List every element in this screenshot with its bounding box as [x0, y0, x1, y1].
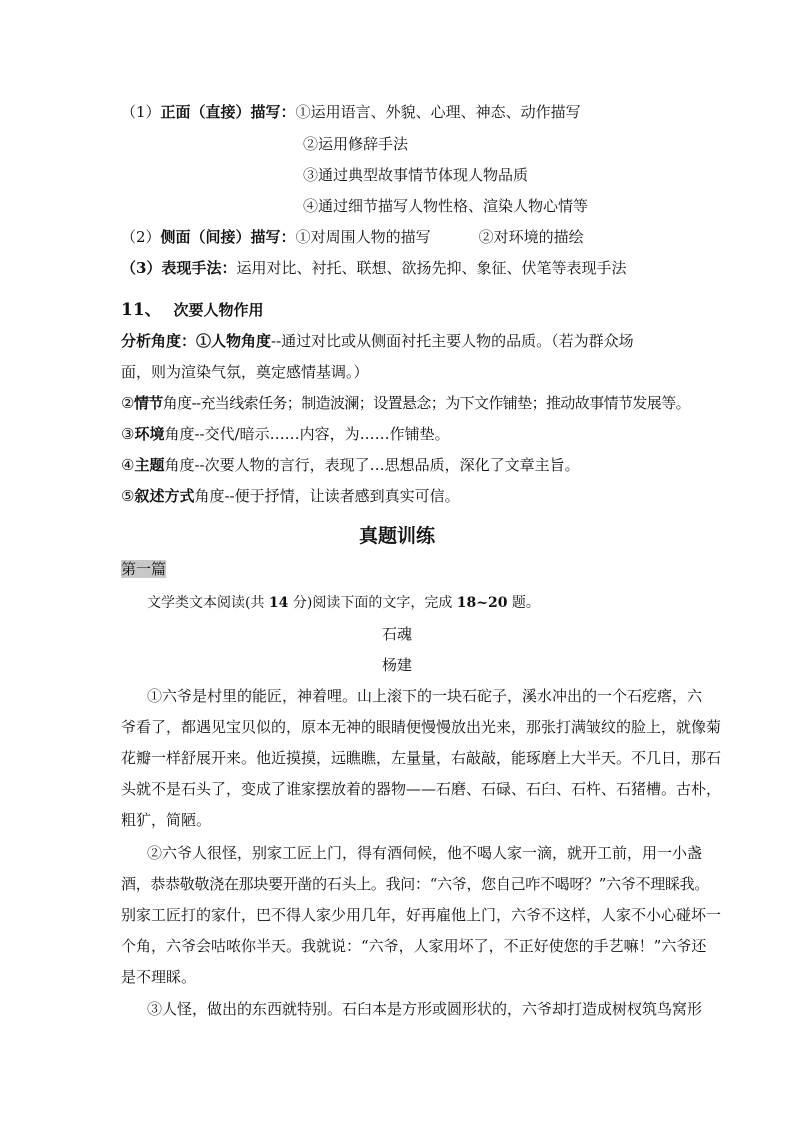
- angle-c-num: ③: [121, 425, 135, 443]
- passage-tag-label: 第一篇: [121, 560, 167, 578]
- section-11-heading: [121, 295, 264, 320]
- desc-line-4: ④通过细节描写人物性格、渲染人物心情等: [303, 197, 589, 215]
- passage-tag: [121, 559, 166, 579]
- angle-e-text: 角度--便于抒情，让读者感到真实可信。: [194, 487, 460, 505]
- p2-line-1: ②六爷人很怪，别家工匠上门，得有酒伺候，他不喝人家一滴，就开工前，用一小盏: [147, 844, 703, 862]
- angle-b-bold: 情节: [133, 394, 163, 412]
- angle-e-num: ⑤: [121, 487, 135, 505]
- p2-line-4: 个角，六爷会咕哝你半天。我就说：“六爷，人家用坏了，不正好使您的手艺嘛！”六爷还: [121, 937, 707, 955]
- angle-c-text: 角度--交代/暗示……内容，为……作铺垫。: [164, 425, 450, 443]
- angle-b-num: ②: [121, 394, 134, 412]
- angle-d-text: 角度--次要人物的言行，表现了…思想品质，深化了文章主旨。: [164, 456, 580, 474]
- intro-part-e: 题。: [507, 595, 540, 611]
- p1-line-4: 头就不是石头了，变成了谁家摆放着的器物——石磨、石碌、石臼、石杵、石猪槽。古朴，: [121, 780, 722, 798]
- desc-line-5-b: ②对环境的描绘: [478, 228, 584, 246]
- angle-a-bold: 分析角度：①人物角度: [121, 332, 272, 350]
- intro-question-range: 18~20: [456, 595, 508, 611]
- p1-line-1: ①六爷是村里的能匠，神着哩。山上滚下的一块石砣子，溪水冲出的一个石疙瘩，六: [147, 687, 703, 705]
- p2-line-5: 是不理睬。: [121, 968, 197, 986]
- reading-intro: [147, 593, 540, 613]
- desc-line-3: ③通过典型故事情节体现人物品质: [303, 166, 529, 184]
- desc-line-2: ②运用修辞手法: [303, 135, 409, 153]
- angle-e-bold: 叙述方式: [134, 487, 195, 505]
- intro-part-c: 分)阅读下面的文字，完成: [288, 595, 457, 611]
- angle-c-bold: 环境: [134, 425, 165, 443]
- angle-line-a: [121, 331, 634, 351]
- angle-line-e: [121, 486, 460, 506]
- angle-a-text: --通过对比或从侧面衬托主要人物的品质。（若为群众场: [271, 332, 634, 350]
- desc-line-6-text: 运用对比、衬托、联想、欲扬先抑、象征、伏笔等表现手法: [236, 259, 627, 277]
- section-11-title: 次要人物作用: [173, 301, 264, 319]
- angle-line-a-cont: 面，则为渲染气氛，奠定感情基调。）: [121, 363, 369, 381]
- angle-line-d: [121, 455, 580, 475]
- desc-line-6: [121, 258, 626, 278]
- section-11-number: 11、: [121, 300, 162, 320]
- intro-part-a: 文学类文本阅读(共: [147, 595, 269, 611]
- practice-heading: 真题训练: [358, 525, 435, 547]
- desc-line-5-bold: 侧面（间接）描写：: [160, 228, 296, 246]
- story-title: 石魂: [381, 625, 412, 643]
- p3-line-1: ③人怪，做出的东西就特别。石臼本是方形或圆形状的，六爷却打造成树杈筑鸟窝形: [147, 1000, 703, 1018]
- angle-line-c: [121, 424, 450, 444]
- p1-line-3: 花瓣一样舒展开来。他近摸摸，远瞧瞧，左量量，右敲敲，能琢磨上大半天。不几日，那石: [121, 749, 722, 767]
- p1-line-2: 爷看了，都遇见宝贝似的，原本无神的眼睛便慢慢放出光来，那张打满皱纹的脸上，就像菊: [121, 718, 722, 736]
- p2-line-2: 酒，恭恭敬敬浇在那块要开凿的石头上。我问：“六爷，您自己咋不喝呀？”六爷不理睬我。: [121, 875, 710, 893]
- angle-b-text: 角度--充当线索任务；制造波澜；设置悬念；为下文作铺垫；推动故事情节发展等。: [162, 394, 691, 412]
- desc-line-1-text: ①运用语言、外貌、心理、神态、动作描写: [295, 103, 581, 121]
- desc-line-6-bold: （3）表现手法：: [121, 259, 237, 277]
- p1-line-5: 粗犷，简陋。: [121, 811, 212, 829]
- angle-line-b: [121, 393, 690, 413]
- p2-line-3: 别家工匠打的家什，巴不得人家少用几年，好再雇他上门，六爷不这样，人家不小心碰坏一: [121, 906, 722, 924]
- desc-line-1-bold: 正面（直接）描写：: [160, 103, 296, 121]
- desc-line-5: [121, 227, 584, 247]
- story-author: 杨建: [381, 656, 412, 674]
- desc-line-5-lead: （2）: [121, 228, 161, 246]
- intro-score: 14: [268, 595, 289, 611]
- desc-line-1: [121, 102, 581, 122]
- angle-d-num: ④: [121, 456, 135, 474]
- angle-d-bold: 主题: [134, 456, 165, 474]
- desc-line-5-a: ①对周围人物的描写: [295, 228, 431, 246]
- desc-line-1-lead: （1）: [121, 103, 161, 121]
